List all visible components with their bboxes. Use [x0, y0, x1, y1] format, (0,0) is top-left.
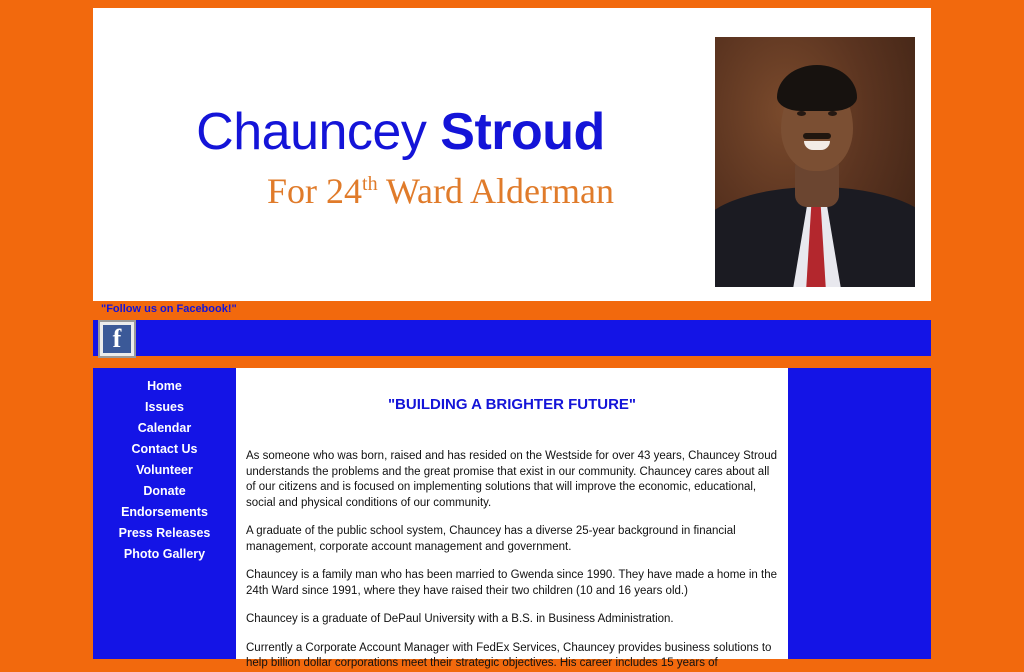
- sidebar-item-issues[interactable]: Issues: [145, 400, 184, 414]
- right-column: [788, 368, 931, 659]
- sidebar-item-endorsements[interactable]: Endorsements: [121, 505, 208, 519]
- tagline-ordinal: th: [362, 173, 378, 195]
- sidebar-item-photo-gallery[interactable]: Photo Gallery: [123, 547, 206, 561]
- tagline-post: Ward Alderman: [377, 171, 614, 211]
- main-content: [236, 368, 788, 669]
- page-title: "BUILDING A BRIGHTER FUTURE": [387, 396, 637, 413]
- masthead: [93, 8, 931, 301]
- follow-us-label: "Follow us on Facebook!": [101, 303, 237, 315]
- sidebar-item-home[interactable]: Home: [147, 379, 182, 393]
- sidebar-nav: [93, 368, 236, 659]
- social-bar: [93, 320, 931, 356]
- bio-paragraph-4: Chauncey is a graduate of DePaul University with a B.S. in Business Administration.: [246, 613, 674, 625]
- page-container: [93, 0, 931, 669]
- sidebar-item-contact-us[interactable]: Contact Us: [131, 442, 198, 456]
- sidebar-item-donate[interactable]: Donate: [143, 484, 186, 498]
- portrait-eye-right: [828, 111, 837, 116]
- sidebar-item-calendar[interactable]: Calendar: [137, 421, 192, 435]
- sidebar-item-press-releases[interactable]: Press Releases: [118, 526, 211, 540]
- site-title: [93, 103, 708, 212]
- portrait-eye-left: [797, 111, 806, 116]
- bio-paragraph-3: Chauncey is a family man who has been married to Gwenda since 1990. They have made a home in the 24th Ward since 1991, where they have raised their two children (10 and 16 years old.): [246, 569, 778, 597]
- candidate-tagline: [93, 163, 708, 212]
- candidate-last-name: Stroud: [440, 103, 605, 161]
- candidate-first-name: Chauncey: [196, 103, 427, 161]
- bio-paragraph-2: A graduate of the public school system, Chauncey has a diverse 25-year background in financial management, corporate account management and government.: [246, 525, 736, 553]
- bio-paragraph-5: Currently a Corporate Account Manager with FedEx Services, Chauncey provides business solutions to help billion dollar corporations meet their strategic objectives. His career includes 15 years of: [246, 641, 772, 669]
- bio-paragraph-1: As someone who was born, raised and has resided on the Westside for over 43 years, Chauncey Stroud understands the problems and the great promise that exist in our community. Chauncey cares about all of our citizens and is focused on implementing solutions that will improve the economic, educational, social and physical conditions of our community.: [246, 450, 777, 509]
- candidate-name: [93, 103, 708, 161]
- portrait-mustache: [803, 133, 831, 139]
- facebook-glyph: f: [103, 325, 131, 353]
- tagline-pre: For 24: [267, 171, 363, 211]
- facebook-icon[interactable]: [98, 320, 136, 358]
- content-row: [93, 368, 931, 669]
- candidate-portrait-image: [715, 37, 915, 287]
- sidebar-item-volunteer[interactable]: Volunteer: [136, 463, 193, 477]
